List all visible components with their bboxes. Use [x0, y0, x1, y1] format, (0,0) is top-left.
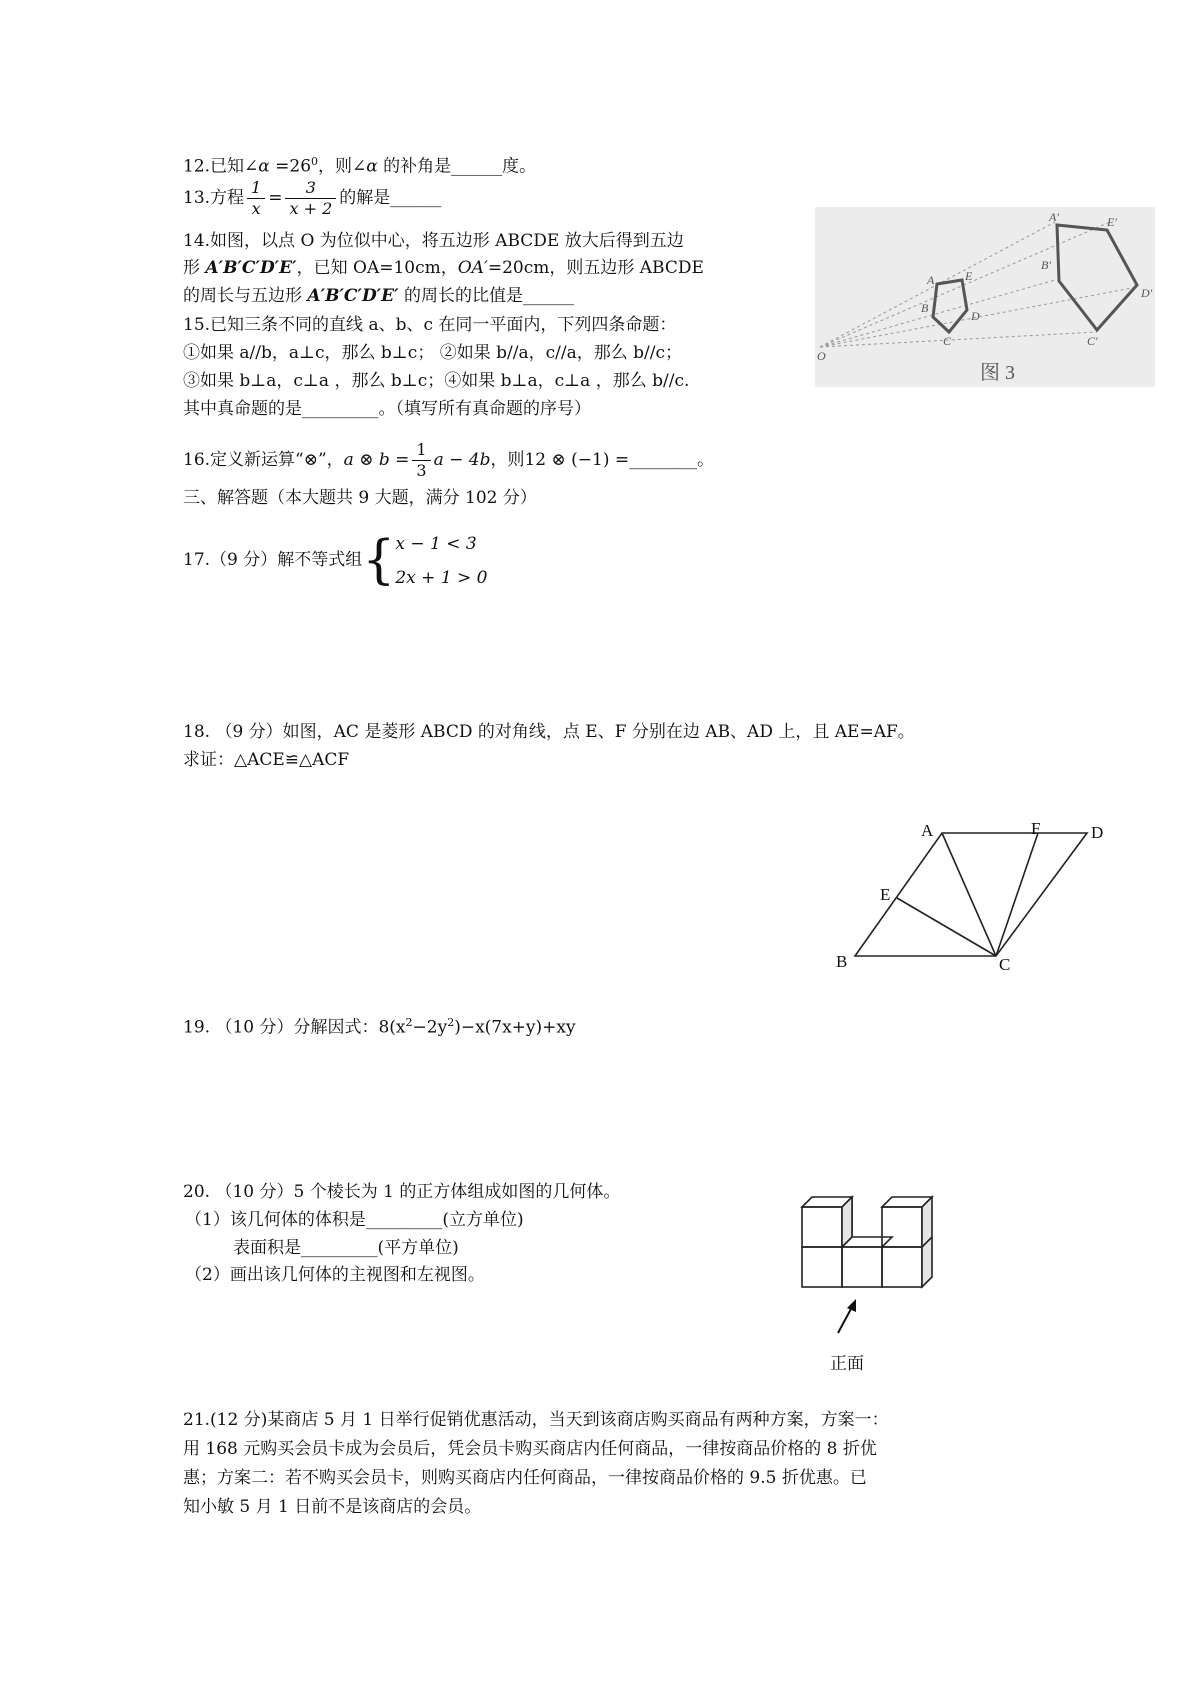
q21-line-1: 21.(12 分)某商店 5 月 1 日举行促销优惠活动，当天到该商店购买商品有两种方案，方案一： — [183, 1410, 889, 1430]
q21-line-4: 知小敏 5 月 1 日前不是该商店的会员。 — [183, 1497, 482, 1517]
rhombus-figure — [830, 820, 1110, 970]
q12-suffix: 的补角是______度。 — [377, 156, 537, 177]
brace-icon: { — [362, 530, 396, 591]
q16-fraction — [412, 440, 430, 481]
q19-suffix: )−x(7x+y)+xy — [454, 1017, 576, 1038]
question-17 — [183, 525, 488, 595]
q13-eq: = — [268, 188, 283, 208]
label-C: C — [999, 955, 1011, 970]
q18-line-2: 求证：△ACE≌△ACF — [183, 750, 350, 770]
q17-ineq-2: 2x + 1 > 0 — [395, 567, 488, 588]
q20-line-4: （2）画出该几何体的主视图和左视图。 — [185, 1265, 485, 1285]
q16-f-den: 3 — [416, 461, 427, 480]
q14-line-2 — [183, 256, 704, 280]
section-3-heading: 三、解答题（本大题共 9 大题，满分 102 分） — [183, 488, 537, 508]
q16-expr-b: a − 4b — [433, 450, 491, 470]
q14-prime-poly: A′B′C′D′E′ — [205, 258, 297, 278]
q16-expr-a: a ⊗ b = — [343, 450, 410, 470]
figure-3-homothety — [815, 207, 1155, 387]
q19-sup-2: 2 — [447, 1016, 455, 1029]
q16-suffix: ________。 — [629, 450, 715, 470]
label-A-prime: A′ — [1049, 210, 1059, 224]
q13-f1-num: 1 — [247, 178, 265, 199]
q21-line-2: 用 168 元购买会员卡成为会员后，凭会员卡购买商店内任何商品，一律按商品价格的 8 折优 — [183, 1439, 877, 1459]
q13-f2-num: 3 — [285, 178, 336, 199]
label-D: D — [1091, 823, 1104, 842]
q13-fraction-1 — [247, 178, 265, 219]
q18-line-1: 18. （9 分）如图，AC 是菱形 ABCD 的对角线，点 E、F 分别在边 AB、AD 上，且 AE=AF。 — [183, 722, 915, 742]
front-arrow-icon — [838, 1299, 856, 1333]
q15-line-4: 其中真命题的是_________。（填写所有真命题的序号） — [183, 399, 591, 419]
q17-label: 17.（9 分）解不等式组 — [183, 550, 363, 570]
q16-prefix: 16.定义新运算“⊗”， — [183, 450, 344, 470]
q13-fraction-2 — [285, 178, 336, 219]
q14-prime-poly-2: A′B′C′D′E′ — [307, 286, 399, 306]
label-B: B — [921, 301, 929, 315]
label-C-prime: C′ — [1087, 334, 1098, 348]
q12-eq: =26 — [269, 156, 312, 177]
label-F: F — [1031, 820, 1041, 838]
q19-sup-1: 2 — [405, 1016, 413, 1029]
label-E-prime: E′ — [1107, 215, 1117, 229]
question-19 — [183, 1011, 576, 1040]
q12-mid: ，则∠ — [318, 156, 367, 177]
question-13 — [183, 178, 441, 219]
q14-oa-prime: OA′ — [457, 258, 488, 278]
q13-prefix: 13.方程 — [183, 188, 245, 208]
q14-l2b: ，已知 OA=10cm， — [296, 258, 458, 278]
question-12 — [183, 150, 536, 179]
q20-line-3: 表面积是_________(平方单位) — [233, 1238, 459, 1258]
front-label: 正面 — [830, 1354, 864, 1373]
q12-alpha-2: α — [366, 156, 378, 177]
q14-l2a: 形 — [183, 258, 206, 278]
q14-line-3 — [183, 284, 574, 308]
q17-system — [395, 527, 487, 595]
q14-l3b: 的周长的比值是______ — [398, 286, 575, 306]
q14-line-1: 14.如图，以点 O 为位似中心，将五边形 ABCDE 放大后得到五边 — [183, 231, 684, 251]
figure-3-background — [815, 207, 1155, 387]
label-O: O — [817, 349, 826, 363]
label-E: E — [965, 269, 973, 283]
question-16 — [183, 440, 714, 481]
q20-line-2: （1）该几何体的体积是_________(立方单位) — [185, 1210, 524, 1230]
q19-mid: −2y — [412, 1017, 448, 1038]
cube-solid-lines — [802, 1197, 932, 1287]
cube-solid-figure — [790, 1195, 960, 1380]
label-D-prime: D′ — [1141, 286, 1153, 300]
q14-l2c: =20cm，则五边形 ABCDE — [487, 258, 704, 278]
label-E: E — [880, 885, 891, 904]
q16-mid: ，则12 ⊗ (−1) = — [490, 450, 630, 470]
q19-prefix: 19. （10 分）分解因式：8(x — [183, 1017, 406, 1038]
figure-3-caption: 图 3 — [980, 362, 1015, 384]
q16-f-num: 1 — [412, 440, 430, 461]
label-A: A — [921, 821, 934, 840]
q15-line-1: 15.已知三条不同的直线 a、b、c 在同一平面内，下列四条命题： — [183, 315, 677, 335]
label-A: A — [927, 273, 935, 287]
q13-f2-den: x + 2 — [289, 199, 333, 218]
q13-f1-den: x — [251, 199, 261, 218]
q15-line-3: ③如果 b⊥a，c⊥a ，那么 b⊥c；④如果 b⊥a，c⊥a ，那么 b//c. — [183, 371, 690, 391]
label-D: D — [971, 309, 980, 323]
q12-sup: 0 — [311, 155, 319, 168]
label-B: B — [836, 952, 848, 970]
q13-suffix: 的解是______ — [339, 188, 442, 208]
label-B-prime: B′ — [1041, 258, 1051, 272]
q17-ineq-1: x − 1 < 3 — [395, 533, 477, 554]
q14-l3a: 的周长与五边形 — [183, 286, 308, 306]
q21-line-3: 惠；方案二：若不购买会员卡，则购买商店内任何商品，一律按商品价格的 9.5 折优惠。已 — [183, 1468, 867, 1488]
q12-alpha: α — [258, 156, 270, 177]
q12-prefix: 12.已知∠ — [183, 156, 259, 177]
q15-line-2: ①如果 a//b，a⊥c，那么 b⊥c； ②如果 b//a，c//a，那么 b//c； — [183, 343, 682, 363]
q20-line-1: 20. （10 分）5 个棱长为 1 的正方体组成如图的几何体。 — [183, 1182, 621, 1202]
label-C: C — [943, 334, 952, 348]
